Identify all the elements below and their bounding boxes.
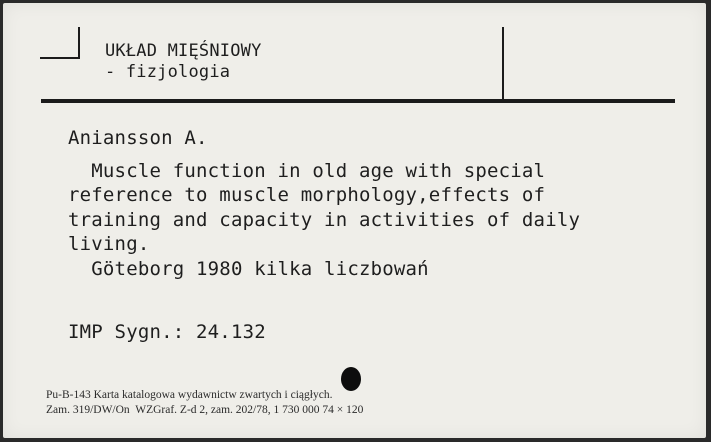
publication-info: Göteborg 1980 kilka liczbowań	[68, 258, 429, 280]
header-right-vertical-rule	[502, 27, 504, 99]
footer-line-2: Zam. 319/DW/On WZGraf. Z-d 2, zam. 202/78, 1 730 000 74 × 120	[46, 404, 364, 416]
shelf-signature: IMP Sygn.: 24.132	[68, 321, 266, 343]
author-name: Aniansson A.	[68, 127, 208, 149]
header-horizontal-rule	[41, 99, 675, 103]
catalog-card	[3, 3, 706, 438]
header-corner-rule	[40, 57, 80, 59]
title-line-3: training and capacity in activities of daily	[68, 209, 581, 231]
header-left-vertical-rule	[78, 27, 80, 59]
punch-hole	[341, 367, 361, 391]
subject-heading: UKŁAD MIĘŚNIOWY	[105, 41, 262, 61]
title-line-2: reference to muscle morphology,effects of	[68, 184, 546, 206]
subject-subheading: - fizjologia	[105, 62, 231, 82]
title-line-4: living.	[68, 233, 150, 255]
footer-line-1: Pu-B-143 Karta katalogowa wydawnictw zwartych i ciągłych.	[46, 389, 333, 401]
title-line-1: Muscle function in old age with special	[68, 160, 546, 182]
